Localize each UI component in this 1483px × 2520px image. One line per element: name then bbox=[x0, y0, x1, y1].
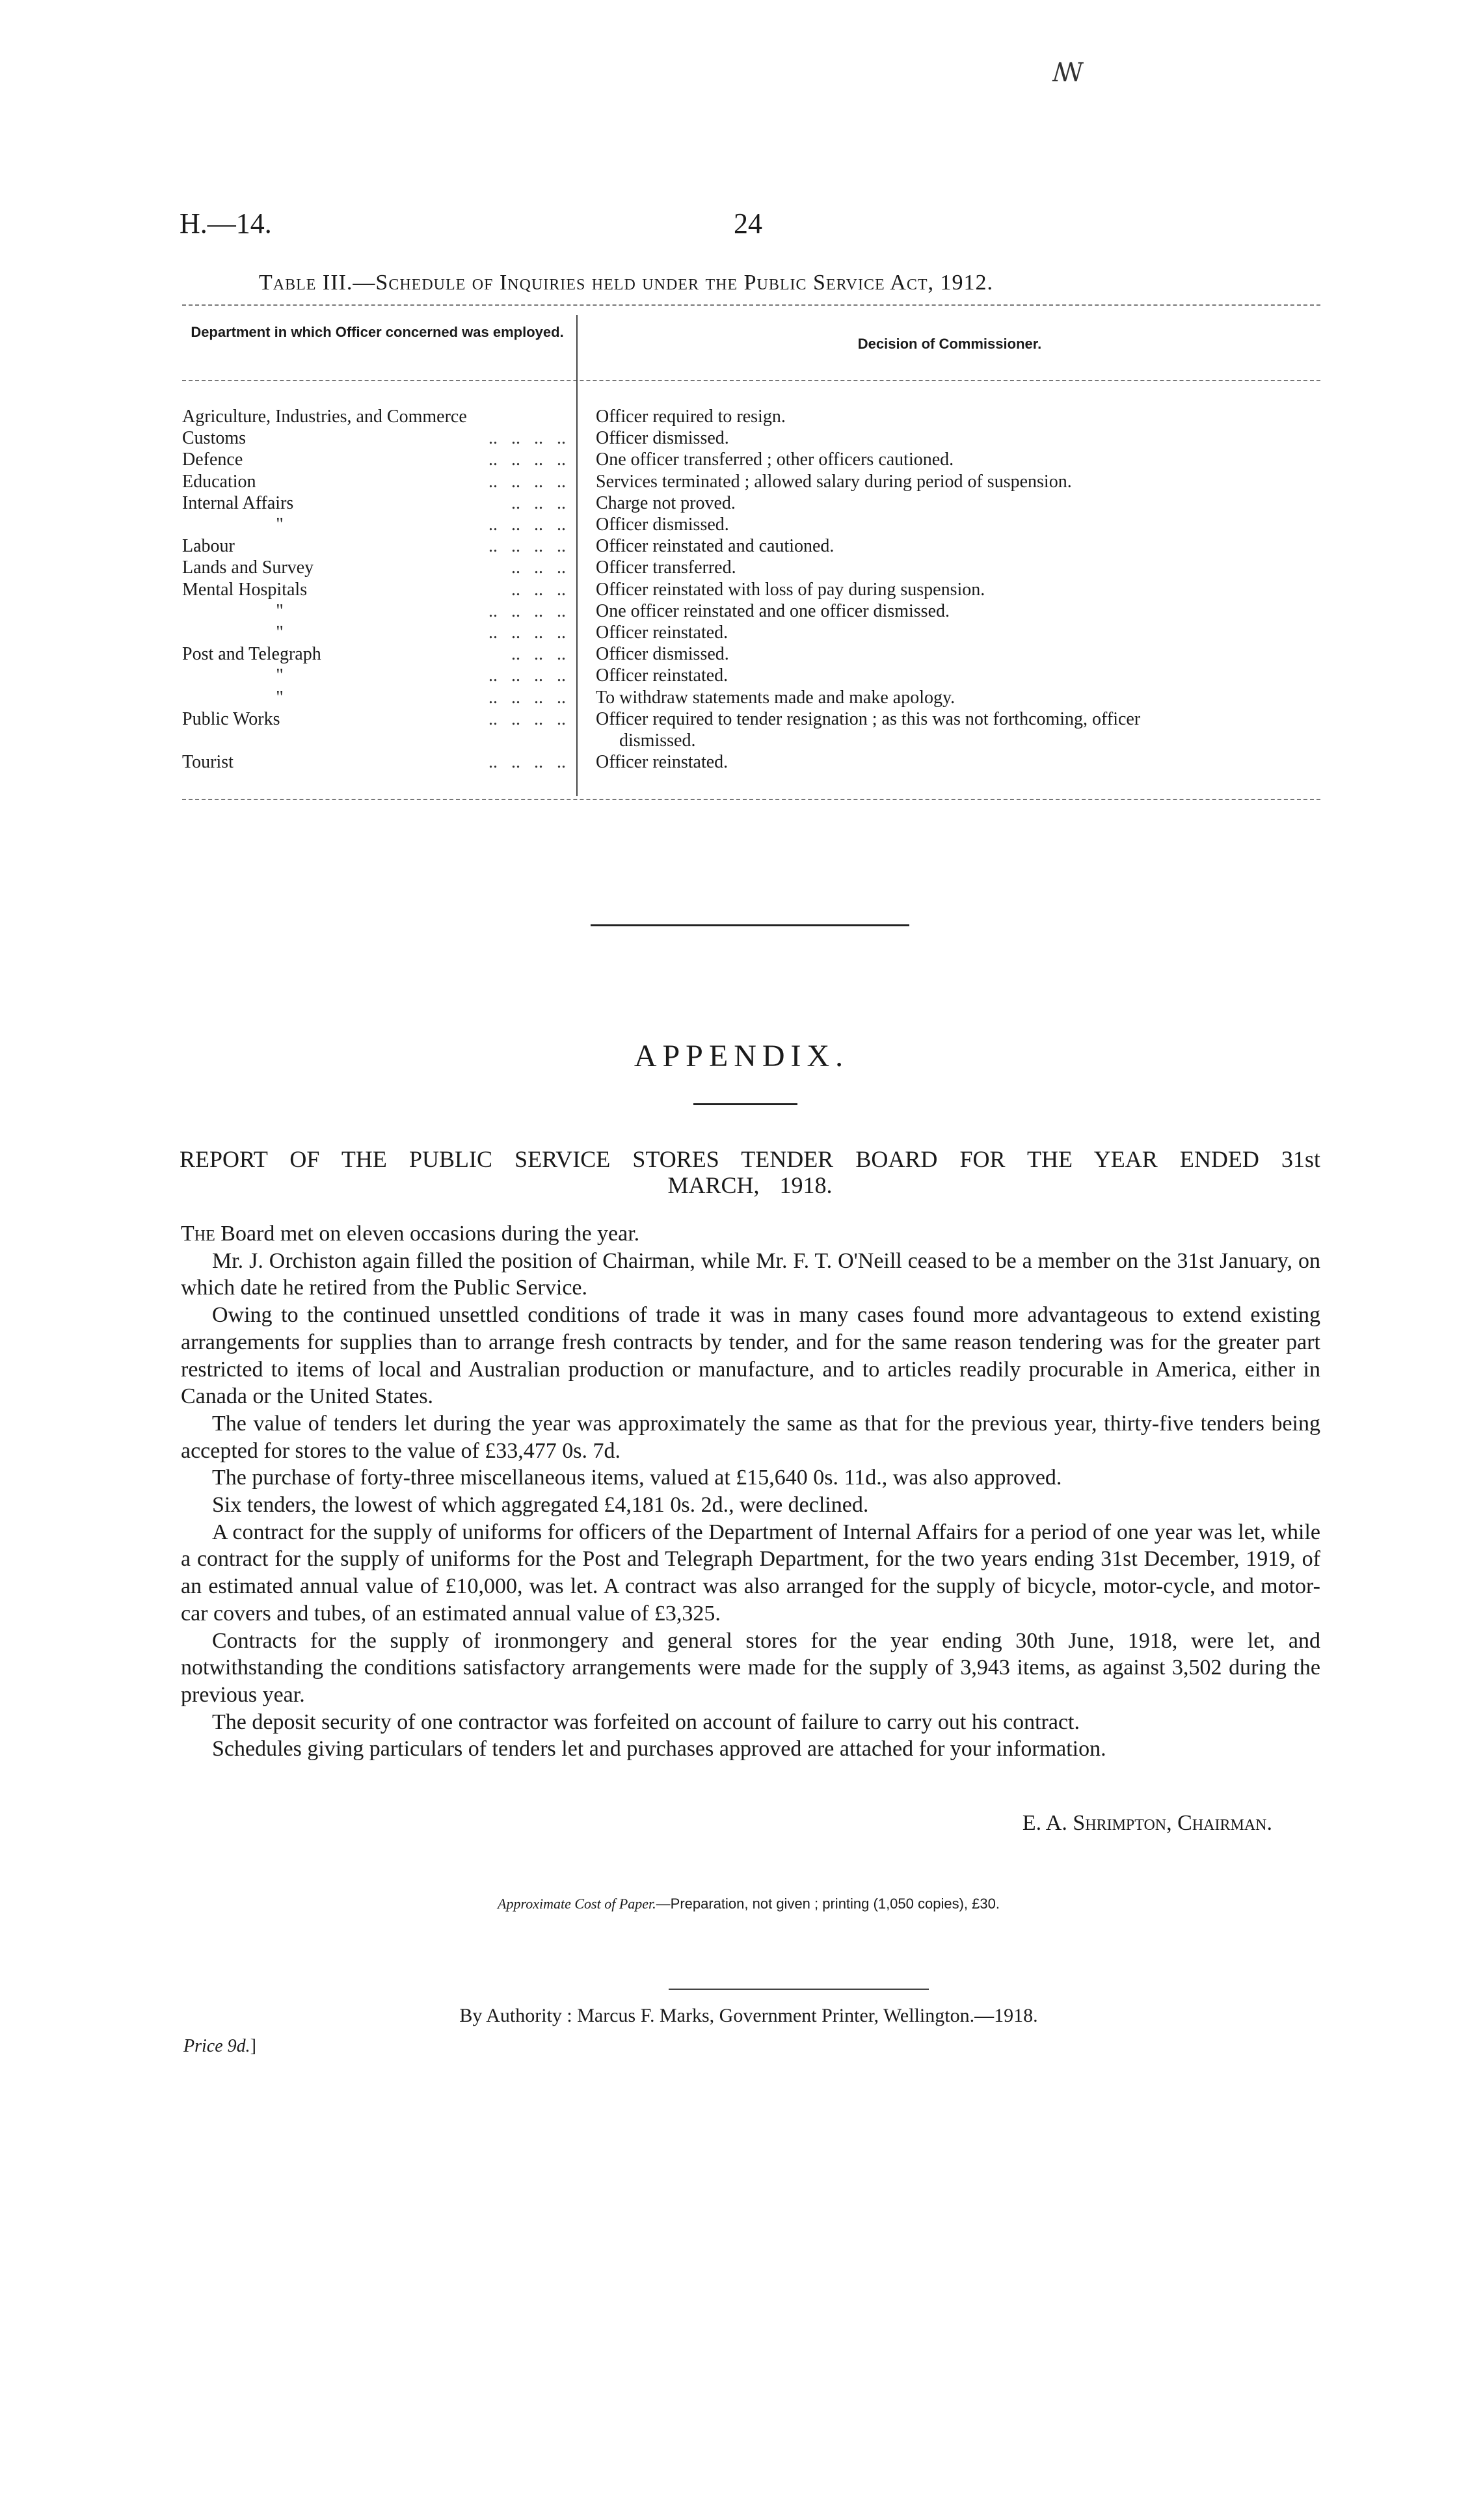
department-cell: " .. .. .. .. bbox=[182, 622, 566, 643]
footer-rule bbox=[669, 1989, 929, 1990]
department-cell: Labour .. .. .. .. bbox=[182, 536, 566, 557]
department-name: Defence bbox=[182, 449, 245, 470]
report-body bbox=[181, 1220, 1320, 1763]
appendix-heading: APPENDIX. bbox=[634, 1039, 849, 1073]
department-cell: " .. .. .. .. bbox=[182, 687, 566, 708]
report-paragraph: Owing to the continued unsettled conditions of trade it was in many cases found more advantageous to extend existing arrangements for supplies than to arrange fresh contracts by tender, and for the same reason tendering was for the greater part restricted to items of local and Australian production or manufacture, and to articles readily procurable in America, either in Canada or the United States. bbox=[181, 1303, 1320, 1409]
table-row bbox=[182, 492, 1320, 514]
decision-cell bbox=[596, 622, 1320, 643]
table-row bbox=[182, 708, 1320, 751]
department-cell: Post and Telegraph .. .. .. bbox=[182, 644, 566, 665]
lead-word: The bbox=[181, 1222, 215, 1246]
table-row bbox=[182, 535, 1320, 557]
table-body bbox=[182, 406, 1320, 773]
department-cell: Internal Affairs .. .. .. bbox=[182, 492, 566, 513]
decision-cell bbox=[596, 406, 1320, 427]
department-name: " bbox=[276, 600, 284, 621]
decision-cell bbox=[596, 708, 1320, 751]
decision-cell bbox=[596, 751, 1320, 773]
table-top-rule bbox=[182, 304, 1320, 306]
decision-text: Officer required to tender resignation ; as this was not forthcoming, officer bbox=[596, 708, 1141, 729]
department-name: " bbox=[276, 665, 284, 686]
decision-cell bbox=[596, 514, 1320, 535]
decision-text: Officer reinstated. bbox=[596, 623, 728, 643]
decision-text: Officer transferred. bbox=[596, 557, 736, 578]
department-cell: Defence .. .. .. .. bbox=[182, 449, 566, 470]
report-paragraph: Schedules giving particulars of tenders let and purchases approved are attached for your information. bbox=[212, 1737, 1106, 1762]
department-name: Mental Hospitals bbox=[182, 580, 310, 600]
page-number: 24 bbox=[734, 208, 762, 239]
department-name: Education bbox=[182, 472, 259, 492]
table-row bbox=[182, 449, 1320, 470]
report-paragraph: The value of tenders let during the year was approximately the same as that for the previous year, thirty-five tenders being accepted for stores to the value of £33,477 0s. 7d. bbox=[181, 1411, 1320, 1463]
table-title-main: Schedule of Inquiries held under the Public Service Act, 1912. bbox=[375, 271, 994, 295]
decision-cell bbox=[596, 427, 1320, 449]
paragraph-text: Board met on eleven occasions during the year. bbox=[220, 1222, 640, 1246]
table-row bbox=[182, 406, 1320, 427]
report-paragraph bbox=[181, 1220, 1320, 1248]
decision-text: One officer reinstated and one officer dismissed. bbox=[596, 600, 950, 621]
report-title: REPORT OF THE PUBLIC SERVICE STORES TENDER BOARD FOR THE YEAR ENDED 31st MARCH, 1918. bbox=[180, 1146, 1320, 1198]
column-header-decision: Decision of Commissioner. bbox=[857, 336, 1042, 352]
table-row bbox=[182, 427, 1320, 449]
table-bottom-rule bbox=[182, 799, 1320, 800]
table-row bbox=[182, 557, 1320, 578]
department-cell: Education .. .. .. .. bbox=[182, 471, 566, 492]
decision-cell bbox=[596, 471, 1320, 492]
department-name: Customs bbox=[182, 428, 248, 448]
section-divider bbox=[591, 924, 909, 926]
decision-cell bbox=[596, 449, 1320, 470]
table-header-rule bbox=[182, 380, 1320, 381]
table-row bbox=[182, 514, 1320, 535]
department-cell: " .. .. .. .. bbox=[182, 665, 566, 686]
decision-cell bbox=[596, 579, 1320, 600]
table-row bbox=[182, 751, 1320, 773]
printer-authority: By Authority : Marcus F. Marks, Government Printer, Wellington.—1918. bbox=[459, 2005, 1038, 2026]
table-row bbox=[182, 471, 1320, 492]
table-row bbox=[182, 622, 1320, 643]
department-name: Internal Affairs bbox=[182, 493, 296, 513]
decision-text: Officer dismissed. bbox=[596, 644, 729, 665]
cost-label: Approximate Cost of Paper. bbox=[498, 1896, 656, 1912]
decision-text: To withdraw statements made and make apology. bbox=[596, 687, 955, 708]
decision-text: Officer required to resign. bbox=[596, 407, 786, 427]
decision-text: Charge not proved. bbox=[596, 492, 736, 513]
signature: E. A. Shrimpton, Chairman. bbox=[1022, 1811, 1272, 1835]
department-cell: Customs .. .. .. .. bbox=[182, 428, 566, 449]
table-title bbox=[259, 271, 1261, 295]
decision-text-continued: dismissed. bbox=[619, 731, 696, 751]
table-row bbox=[182, 687, 1320, 708]
department-name: " bbox=[276, 687, 284, 708]
appendix-rule bbox=[693, 1103, 797, 1105]
price: Price 9d.] bbox=[183, 2036, 256, 2056]
report-paragraph: Contracts for the supply of ironmongery and general stores for the year ending 30th June, 1918, were let, and notwithstanding the conditions satisfactory arrangements were made for the supply of 3,943 items, as against 3,502 during the previous year. bbox=[181, 1628, 1320, 1707]
department-name: " bbox=[276, 515, 284, 535]
table-row bbox=[182, 600, 1320, 622]
cost-text: —Preparation, not given ; printing (1,050 copies), £30. bbox=[656, 1896, 1000, 1912]
decision-text: Services terminated ; allowed salary during period of suspension. bbox=[596, 471, 1072, 492]
column-header-department: Department in which Officer concerned was employed. bbox=[191, 324, 564, 340]
decision-text: Officer reinstated. bbox=[596, 752, 728, 773]
table-row bbox=[182, 643, 1320, 665]
decision-cell bbox=[596, 492, 1320, 514]
decision-text: Officer reinstated. bbox=[596, 665, 728, 686]
decision-text: One officer transferred ; other officers cautioned. bbox=[596, 449, 954, 470]
department-name: Post and Telegraph bbox=[182, 644, 324, 664]
report-paragraph: Six tenders, the lowest of which aggregated £4,181 0s. 2d., were declined. bbox=[212, 1493, 869, 1518]
department-cell: Lands and Survey .. .. .. bbox=[182, 557, 566, 578]
department-cell: " .. .. .. .. bbox=[182, 600, 566, 622]
department-name: Tourist bbox=[182, 752, 236, 772]
decision-text: Officer reinstated and cautioned. bbox=[596, 536, 835, 557]
price-text: Price 9d. bbox=[183, 2036, 250, 2056]
decision-cell bbox=[596, 643, 1320, 665]
report-paragraph: The deposit security of one contractor was forfeited on account of failure to carry out his contract. bbox=[212, 1709, 1080, 1734]
decision-cell bbox=[596, 600, 1320, 622]
department-cell: Mental Hospitals .. .. .. bbox=[182, 579, 566, 600]
decision-cell bbox=[596, 687, 1320, 708]
department-name: Public Works bbox=[182, 709, 282, 729]
department-name: Lands and Survey bbox=[182, 557, 316, 578]
table-title-prefix: Table III.— bbox=[259, 271, 376, 295]
decision-cell bbox=[596, 535, 1320, 557]
department-name: Agriculture, Industries, and Commerce bbox=[182, 407, 470, 427]
document-code: H.—14. bbox=[180, 208, 272, 239]
decision-cell bbox=[596, 557, 1320, 578]
department-cell: Public Works .. .. .. .. bbox=[182, 708, 566, 729]
department-cell bbox=[182, 406, 566, 427]
corner-mark: ꟿ bbox=[1052, 58, 1084, 87]
decision-text: Officer dismissed. bbox=[596, 428, 729, 449]
table-row bbox=[182, 579, 1320, 600]
cost-footnote bbox=[180, 1896, 1318, 1912]
decision-text: Officer reinstated with loss of pay during suspension. bbox=[596, 579, 985, 600]
department-cell: " .. .. .. .. bbox=[182, 514, 566, 535]
department-name: " bbox=[276, 623, 284, 643]
department-name: Labour bbox=[182, 536, 237, 556]
department-cell: Tourist .. .. .. .. bbox=[182, 752, 566, 773]
report-paragraph: Mr. J. Orchiston again filled the position of Chairman, while Mr. F. T. O'Neill ceased to be a member on the 31st January, on which date he retired from the Public Service. bbox=[181, 1248, 1320, 1300]
decision-cell bbox=[596, 665, 1320, 686]
report-paragraph: A contract for the supply of uniforms for officers of the Department of Internal Affairs for a period of one year was let, while a contract for the supply of uniforms for the Post and Telegraph Department, for the two years ending 31st December, 1919, of an estimated annual value of £10,000, was let. A contract was also arranged for the supply of bicycle, motor-cycle, and motor-car covers and tubes, of an estimated annual value of £3,325. bbox=[181, 1520, 1320, 1626]
table-row bbox=[182, 665, 1320, 686]
report-paragraph: The purchase of forty-three miscellaneous items, valued at £15,640 0s. 11d., was also approved. bbox=[212, 1466, 1062, 1490]
decision-text: Officer dismissed. bbox=[596, 515, 729, 535]
